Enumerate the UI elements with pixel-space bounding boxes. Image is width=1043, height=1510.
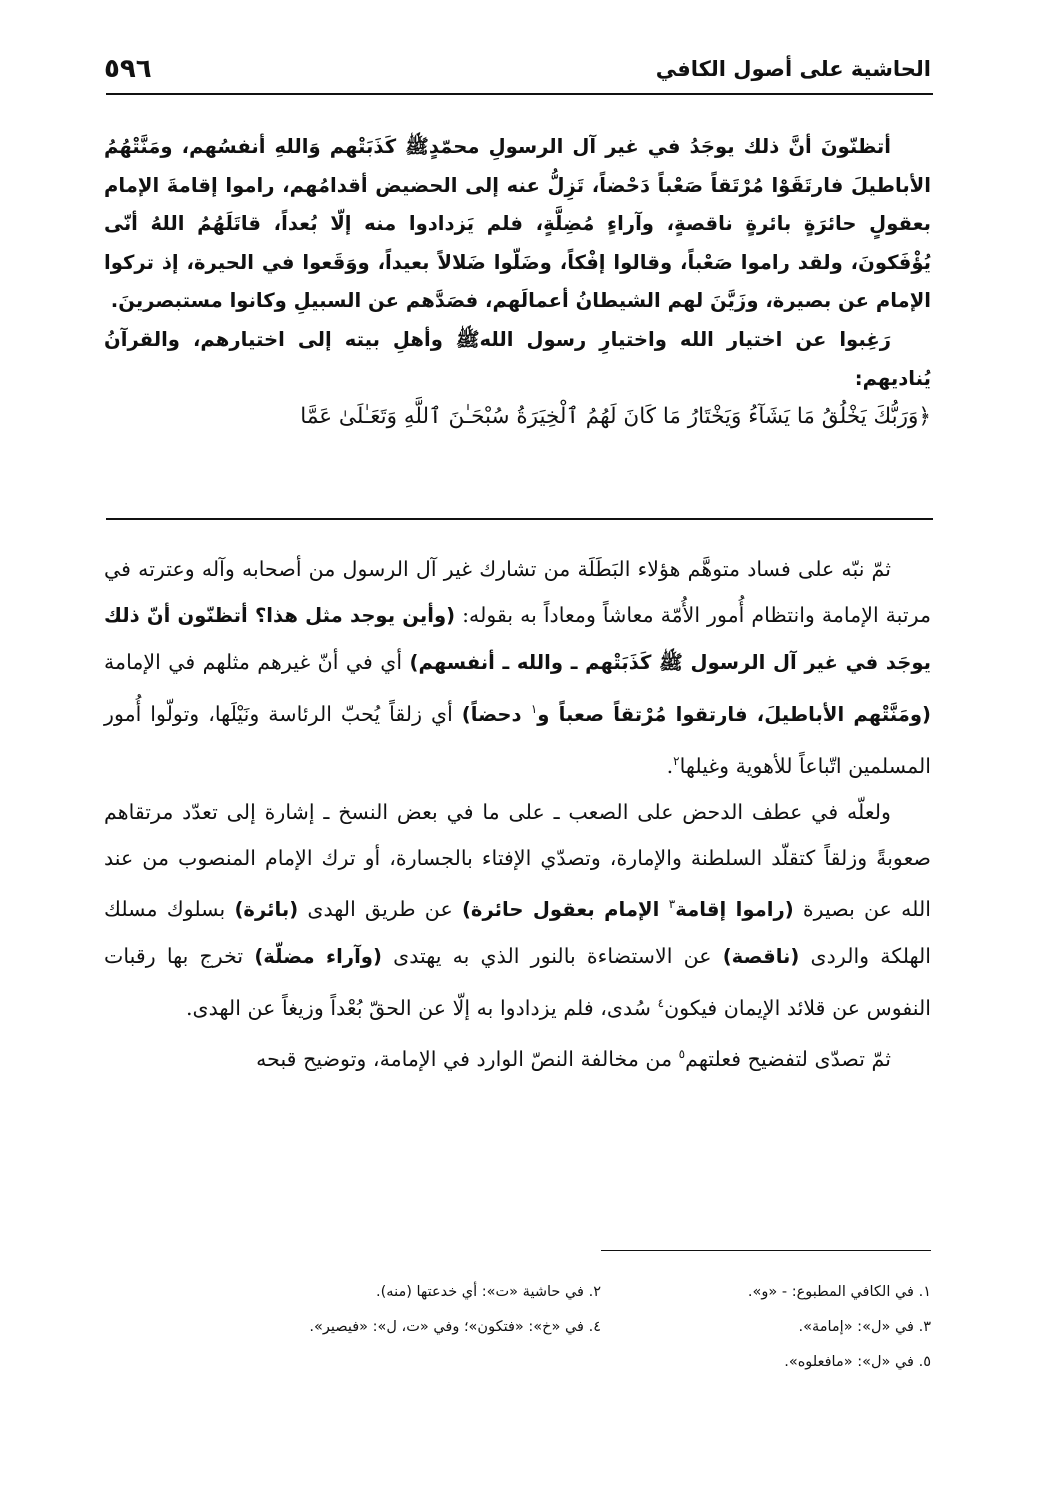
hadith-paragraph-2: رَغِبوا عن اختيار الله واختيارِ رسول اللهﷺ وأهلِ بيته إلى اختيارهم، والقرآنُ يُناديهم: — [104, 327, 931, 390]
footnote-row — [104, 1310, 931, 1345]
commentary-paragraph-3 — [104, 1031, 931, 1082]
quoted-phrase: (راموا إقامة — [675, 898, 794, 922]
commentary-text-run: ولعلّه في عطف الدحض على الصعب ـ على ما في بعض النسخ ـ إشارة إلى تعدّد مرتقاهم صعوبةً وزلقاً كتقلّد السلطنة والإمارة، وتصدّي الإفتاء بالجسارة، أو ترك الإمام المنصوب من عند الله عن بصيرة — [104, 800, 931, 922]
commentary-text-run: بسلوك مسلك الهلكة والردى — [104, 897, 932, 969]
footnote-marker[interactable]: ٥ — [678, 1047, 686, 1062]
footnote-3: ٣. في «ل»: «إمامة». — [798, 1319, 931, 1335]
quoted-phrase: (وأين يوجد مثل هذا؟ أتظنّون أنّ ذلك يوجَد في غير آل الرسول ﷺ كَذَبَتْهم ـ والله ـ أنفسهم) — [104, 604, 931, 675]
commentary-text-run: ثمّ نبّه على فساد متوهَّم هؤلاء البَطَلَة من تشارك غير آل الرسول من أصحابه وآله وعترته في مرتبة الإمامة وانتظام أُمور الأُمّة معاشاً ومعاداً به بقوله: — [104, 557, 932, 628]
commentary-paragraph-1 — [104, 546, 931, 789]
footnote-4: ٤. في «خ»: «فتكون»؛ وفي «ت، ل»: «فيصير». — [309, 1319, 601, 1335]
header-divider — [106, 93, 933, 95]
quoted-phrase: (وآراء مضلّة) — [254, 945, 382, 969]
footnote-1: ١. في الكافي المطبوع: - «و». — [747, 1284, 931, 1300]
commentary-text-run: عن طريق الهدى — [298, 897, 462, 922]
footnote-marker[interactable]: ٤ — [657, 996, 665, 1011]
footnote-row — [104, 1345, 931, 1380]
commentary-text-run: ثمّ تصدّى لتفضيح فعلتهم — [685, 1047, 891, 1072]
quoted-phrase: (بائرة) — [234, 898, 299, 922]
footnote-marker[interactable]: ٣ — [668, 897, 676, 912]
hadith-paragraph-1: أتظنّونَ أنَّ ذلك يوجَدُ في غير آل الرسولِ محمّدٍﷺ كَذَبَتْهم وَاللهِ أنفسُهم، ومَنَّتْهُمُ الأباطيلَ فارتَقَوْا مُرْتَقاً صَعْباً دَحْضاً، تَزِلُّ عنه إلى الحضيض أقدامُهم، راموا إقامةَ الإمام بعقولٍ حائرَةٍ بائرةٍ ناقصةٍ، وآراءٍ مُضِلَّةٍ، فلم يَزدادوا منه إلّا بُعداً، قاتَلَهُمُ اللهُ أنّى يُؤْفَكونَ، ولقد راموا صَعْباً، وقالوا إفْكاً، وضَلّوا ضَلالاً بعيداً، ووَقَعوا في الحيرة، إذ تركوا الإمام عن بصيرة، وزَيَّنَ لهم الشيطانُ أعمالَهم، فصَدَّهم عن السبيلِ وكانوا مستبصرينَ. — [104, 135, 931, 313]
footnote-marker[interactable]: ٢ — [673, 754, 680, 769]
hadith-text — [104, 128, 931, 437]
quoted-phrase: دحضاً) — [461, 703, 531, 727]
footnote-5: ٥. في «ل»: «مافعلوه». — [784, 1354, 931, 1370]
commentary-text — [104, 546, 931, 1082]
footnote-2: ٢. في حاشية «ت»: أي خدعتها (منه). — [376, 1284, 601, 1300]
commentary-text-run: سُدى، فلم يزدادوا به إلّا عن الحقّ بُعْداً وزيغاً عن الهدى. — [185, 996, 658, 1021]
footnote-divider — [601, 1250, 931, 1251]
footnote-marker[interactable]: ١ — [530, 702, 538, 717]
running-header — [104, 44, 931, 94]
commentary-text-run: . — [666, 754, 674, 779]
commentary-text-run: من مخالفة النصّ الوارد في الإمامة، وتوضيح قبحه — [256, 1047, 679, 1072]
quoted-phrase: (ناقصة) — [722, 945, 800, 969]
page-number: ٥٩٦ — [104, 54, 152, 84]
footnote-row — [104, 1275, 931, 1310]
section-divider — [106, 518, 933, 520]
commentary-text-run: أي زلقاً يُحبّ الرئاسة ونَيْلَها، وتولّوا أُمور المسلمين اتّباعاً للأهوية وغيلها — [104, 702, 931, 779]
quran-verse: ﴿وَرَبُّكَ يَخْلُقُ مَا يَشَآءُ وَيَخْتَارُ مَا كَانَ لَهُمُ ٱلْخِيَرَةُ سُبْحَـٰنَ ٱللَّهِ وَتَعَـٰلَىٰ عَمَّا — [300, 404, 931, 430]
commentary-text-run: تخرج بها رقبات النفوس عن قلائد الإيمان فيكون — [104, 944, 931, 1021]
commentary-paragraph-2 — [104, 789, 931, 1031]
running-title: الحاشية على أصول الكافي — [655, 57, 931, 81]
commentary-text-run: أي في أنّ غيرهم مثلهم في الإمامة — [104, 650, 410, 675]
quoted-phrase: (ومَنَّتْهم الأباطيلَ، فارتقوا مُرْتقاً صعباً و — [537, 703, 931, 727]
footnotes — [104, 1275, 931, 1380]
commentary-text-run: عن الاستضاءة بالنور الذي به يهتدى — [381, 944, 723, 969]
quoted-phrase: الإمام بعقول حائرة) — [461, 898, 669, 922]
